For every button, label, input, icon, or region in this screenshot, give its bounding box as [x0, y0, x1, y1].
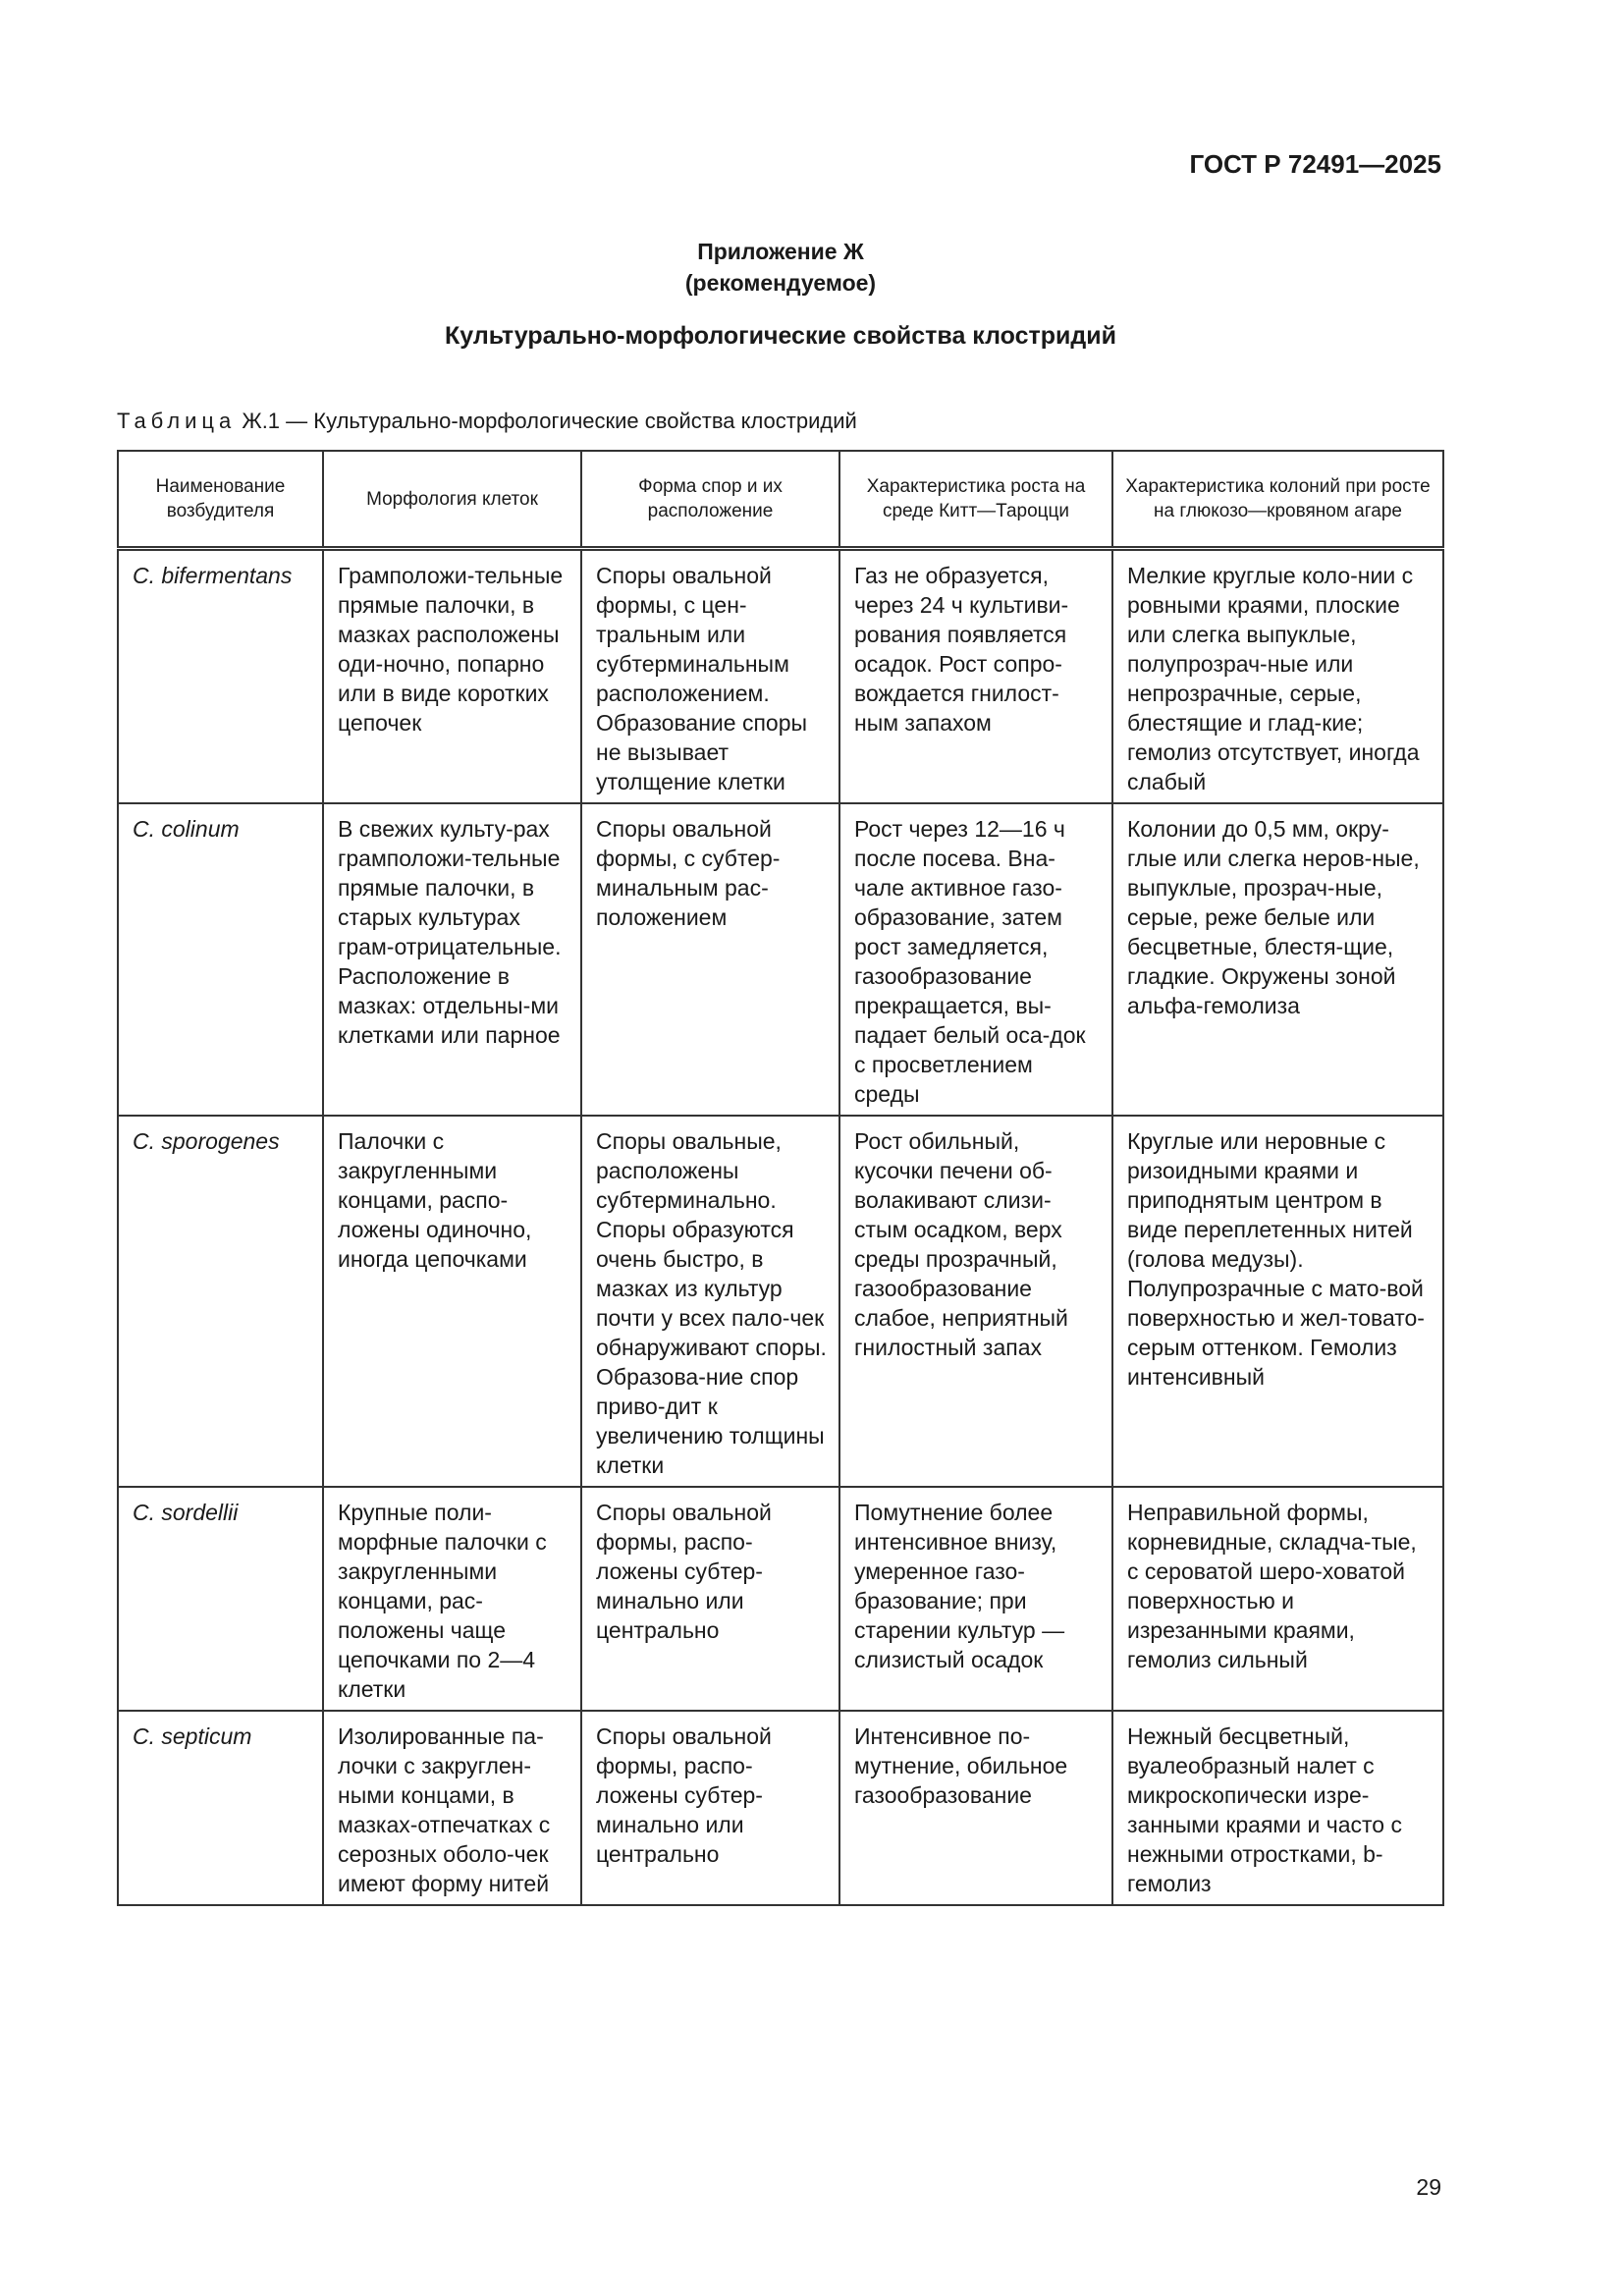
cell-morphology: Палочки с закругленными концами, распо-ложены одиночно, иногда цепочками: [323, 1116, 581, 1487]
cell-morphology: Крупные поли-морфные палочки с закругленными концами, рас-положены чаще цепочками по 2—4 клетки: [323, 1487, 581, 1711]
header-cell-morphology: Морфология клеток: [323, 451, 581, 549]
table-caption-text: Ж.1 — Культурально-морфологические свойства клостридий: [236, 409, 857, 433]
header-spore-form: Форма спор и их расположение: [581, 451, 839, 549]
growth-characteristics: Газ не образуется, через 24 ч культиви-рования появляется осадок. Рост сопро-вождается гнилост-ным запахом: [839, 549, 1112, 804]
colony-characteristics: Нежный бесцветный, вуалеобразный налет с микроскопически изре-занными краями и часто с нежными отростками, b-гемолиз: [1112, 1711, 1443, 1905]
table-row: [118, 1711, 1443, 1905]
pathogen-name: C. colinum: [118, 803, 323, 1116]
table-caption-label: Таблица: [117, 409, 237, 433]
table-row: [118, 1487, 1443, 1711]
header-pathogen-name: Наименование возбудителя: [118, 451, 323, 549]
table-caption: [117, 409, 857, 434]
table-header-row: [118, 451, 1443, 549]
colony-characteristics: Колонии до 0,5 мм, окру-глые или слегка неров-ные, выпуклые, прозрач-ные, серые, реже белые или бесцветные, блестя-щие, гладкие. Окружены зоной альфа-гемолиза: [1112, 803, 1443, 1116]
cell-morphology: Изолированные па-лочки с закруглен-ными концами, в мазках-отпечатках с серозных оболо-чек имеют форму нитей: [323, 1711, 581, 1905]
pathogen-name: C. septicum: [118, 1711, 323, 1905]
table-row: [118, 549, 1443, 804]
spore-form: Споры овальной формы, распо-ложены субтер-минально или центрально: [581, 1487, 839, 1711]
growth-characteristics: Рост обильный, кусочки печени об-волакивают слизи-стым осадком, верх среды прозрачный, газообразование слабое, неприятный гнилостный запах: [839, 1116, 1112, 1487]
pathogen-name: C. sporogenes: [118, 1116, 323, 1487]
growth-characteristics: Помутнение более интенсивное внизу, умеренное газо-бразование; при старении культур — слизистый осадок: [839, 1487, 1112, 1711]
spore-form: Споры овальные, расположены субтерминально. Споры образуются очень быстро, в мазках из культур почти у всех пало-чек обнаруживают споры. Образова-ние спор приво-дит к увеличению толщины клетки: [581, 1116, 839, 1487]
page-number: 29: [1416, 2174, 1441, 2200]
growth-characteristics: Интенсивное по-мутнение, обильное газообразование: [839, 1711, 1112, 1905]
growth-characteristics: Рост через 12—16 ч после посева. Вна-чале активное газо-образование, затем рост замедляется, газообразование прекращается, вы-падает белый оса-док с просветлением среды: [839, 803, 1112, 1116]
appendix-title: Приложение Ж: [697, 239, 864, 264]
colony-characteristics: Круглые или неровные с ризоидными краями и приподнятым центром в виде переплетенных нитей (голова медузы). Полупрозрачные с мато-вой поверхностью и жел-товато-серым оттенком. Гемолиз интенсивный: [1112, 1116, 1443, 1487]
cell-morphology: Грамположи-тельные прямые палочки, в мазках расположены оди-ночно, попарно или в виде коротких цепочек: [323, 549, 581, 804]
colony-characteristics: Мелкие круглые коло-нии с ровными краями, плоские или слегка выпуклые, полупрозрач-ные или непрозрачные, серые, блестящие и глад-кие; гемолиз отсутствует, иногда слабый: [1112, 549, 1443, 804]
section-title: Культурально-морфологические свойства клостридий: [445, 322, 1116, 350]
spore-form: Споры овальной формы, с субтер-минальным рас-положением: [581, 803, 839, 1116]
header-colony-characteristics: Характеристика колоний при росте на глюкозо—кровяном агаре: [1112, 451, 1443, 549]
colony-characteristics: Неправильной формы, корневидные, складча-тые, с сероватой шеро-ховатой поверхностью и изрезанными краями, гемолиз сильный: [1112, 1487, 1443, 1711]
table-row: [118, 1116, 1443, 1487]
pathogen-name: C. bifermentans: [118, 549, 323, 804]
spore-form: Споры овальной формы, с цен-тральным или субтерминальным расположением. Образование споры не вызывает утолщение клетки: [581, 549, 839, 804]
header-growth-kitt-tarozzi: Характеристика роста на среде Китт—Тароцци: [839, 451, 1112, 549]
properties-table: [117, 450, 1444, 1906]
appendix-type: (рекомендуемое): [684, 270, 877, 296]
document-code: ГОСТ Р 72491—2025: [1189, 149, 1441, 179]
properties-table-container: [117, 450, 1442, 1906]
pathogen-name: C. sordellii: [118, 1487, 323, 1711]
cell-morphology: В свежих культу-рах грамположи-тельные прямые палочки, в старых культурах грам-отрицательные. Расположение в мазках: отдельны-ми клетками или парное: [323, 803, 581, 1116]
table-row: [118, 803, 1443, 1116]
spore-form: Споры овальной формы, распо-ложены субтер-минально или центрально: [581, 1711, 839, 1905]
